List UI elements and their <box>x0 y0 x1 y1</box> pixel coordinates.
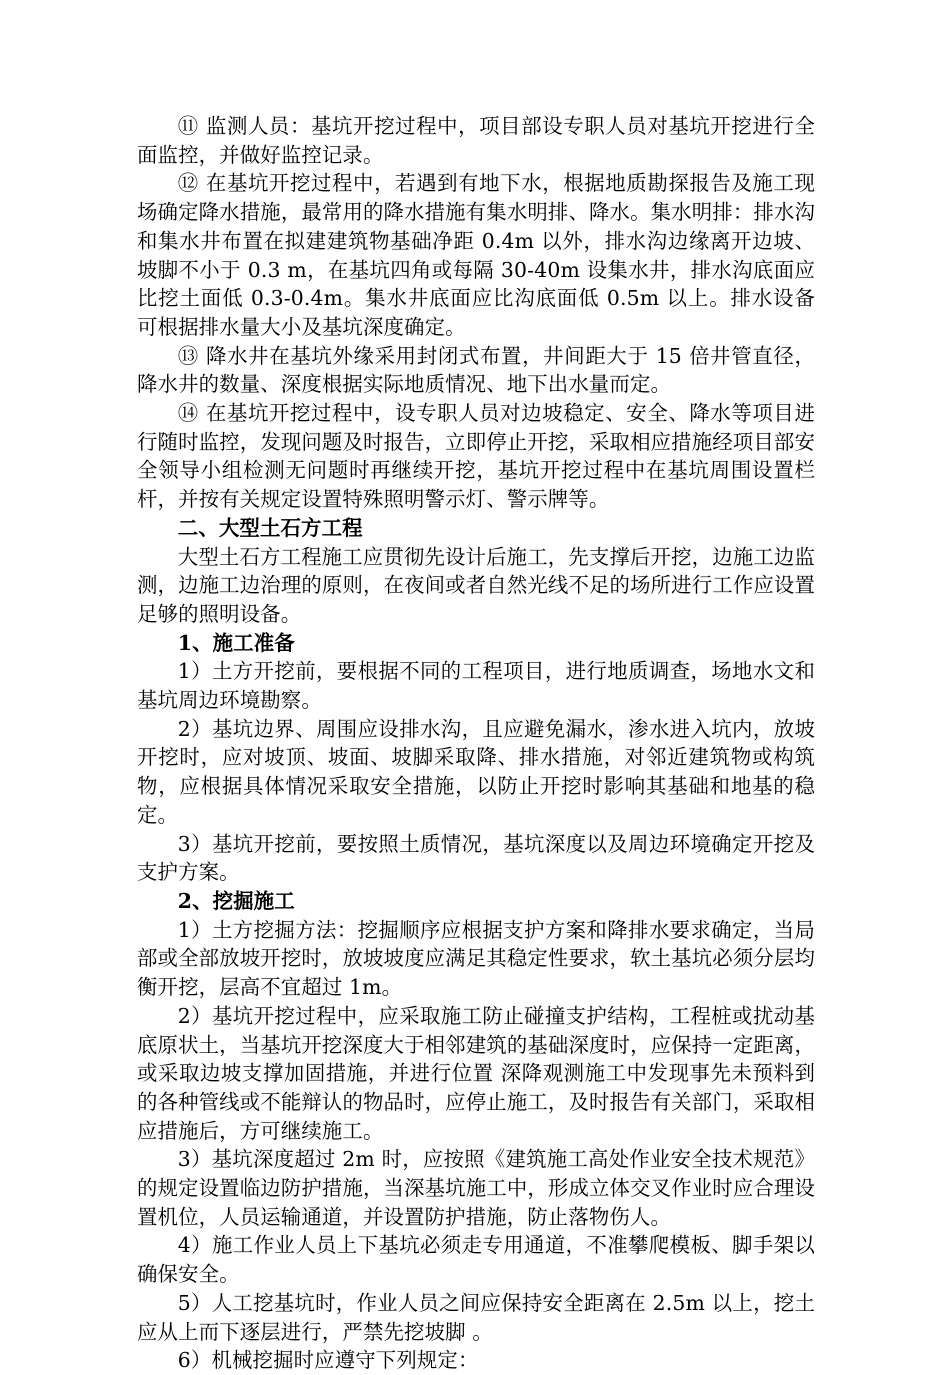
paragraph-excavation-1: 1）土方挖掘方法：挖掘顺序应根据支护方案和降排水要求确定，当局部或全部放坡开挖时，放坡坡度应满足其稳定性要求，软土基坑必须分层均衡开挖，层高不宜超过 1m。 <box>137 917 815 1000</box>
paragraph-monitoring-staff: ⑪ 监测人员：基坑开挖过程中，项目部设专职人员对基坑开挖进行全面监控，并做好监控记录。 <box>137 114 815 167</box>
paragraph-prep-3: 3）基坑开挖前，要按照土质情况，基坑深度以及周边环境确定开挖及支护方案。 <box>137 831 815 885</box>
paragraph-excavation-4: 4）施工作业人员上下基坑必须走专用通道，不准攀爬模板、脚手架以确保安全。 <box>137 1233 815 1287</box>
paragraph-slope-monitoring: ⑭ 在基坑开挖过程中，设专职人员对边坡稳定、安全、降水等项目进行随时监控，发现问题及时报告，立即停止开挖，采取相应措施经项目部安全领导小组检测无问题时再继续开挖，基坑开挖过程中在基坑周围设置栏杆，并按有关规定设置特殊照明警示灯、警示牌等。 <box>137 401 815 512</box>
subheading-preparation: 1、施工准备 <box>177 630 295 655</box>
paragraph-excavation-3: 3）基坑深度超过 2m 时，应按照《建筑施工高处作业安全技术规范》的规定设置临边防护措施，当深基坑施工中，形成立体交叉作业时应合理设置机位，人员运输通道，并设置防护措施，防止落物伤人。 <box>137 1147 815 1229</box>
document-page <box>137 112 815 1375</box>
section-heading-earthwork: 二、大型土石方工程 <box>177 515 363 540</box>
paragraph-dewatering-wells: ⑬ 降水井在基坑外缘采用封闭式布置，井间距大于 15 倍井管直径，降水井的数量、深度根据实际地质情况、地下出水量而定。 <box>137 343 815 397</box>
paragraph-groundwater-drainage: ⑫ 在基坑开挖过程中，若遇到有地下水，根据地质勘探报告及施工现场确定降水措施，最常用的降水措施有集水明排、降水。集水明排：排水沟和集水井布置在拟建建筑物基础净距 0.4m 以外，排水沟边缘离开边坡、坡脚不小于 0.3 m，在基坑四角或每隔 30-40m 设集水井，排水沟底面应比挖土面低 0.3-0.4m。集水井底面应比沟底面低 0.5m 以上。排水设备可根据排水量大小及基坑深度确定。 <box>137 171 815 339</box>
paragraph-excavation-5: 5）人工挖基坑时，作业人员之间应保持安全距离在 2.5m 以上，挖土应从上而下逐层进行，严禁先挖坡脚 。 <box>137 1290 815 1344</box>
paragraph-excavation-6: 6）机械挖掘时应遵守下列规定： <box>177 1348 479 1373</box>
paragraph-prep-2: 2）基坑边界、周围应设排水沟，且应避免漏水，渗水进入坑内，放坡开挖时，应对坡顶、坡面、坡脚采取降、排水措施，对邻近建筑物或构筑物，应根据具体情况采取安全措施，以防止开挖时影响其基础和地基的稳定。 <box>137 716 815 827</box>
paragraph-prep-1: 1）土方开挖前，要根据不同的工程项目，进行地质调查，场地水文和基坑周边环境勘察。 <box>137 659 815 713</box>
subheading-excavation: 2、挖掘施工 <box>177 888 295 913</box>
paragraph-excavation-2: 2）基坑开挖过程中，应采取施工防止碰撞支护结构，工程桩或扰动基底原状土，当基坑开挖深度大于相邻建筑的基础深度时，应保持一定距离，或采取边坡支撑加固措施，并进行位置 深降观测施工中发现事先未预料到的各种管线或不能辩认的物品时，应停止施工，及时报告有关部门，采取相应措施后，方可继续施工。 <box>137 1003 815 1143</box>
paragraph-earthwork-principles: 大型土石方工程施工应贯彻先设计后施工，先支撑后开挖，边施工边监测，边施工边治理的原则，在夜间或者自然光线不足的场所进行工作应设置足够的照明设备。 <box>137 544 815 626</box>
